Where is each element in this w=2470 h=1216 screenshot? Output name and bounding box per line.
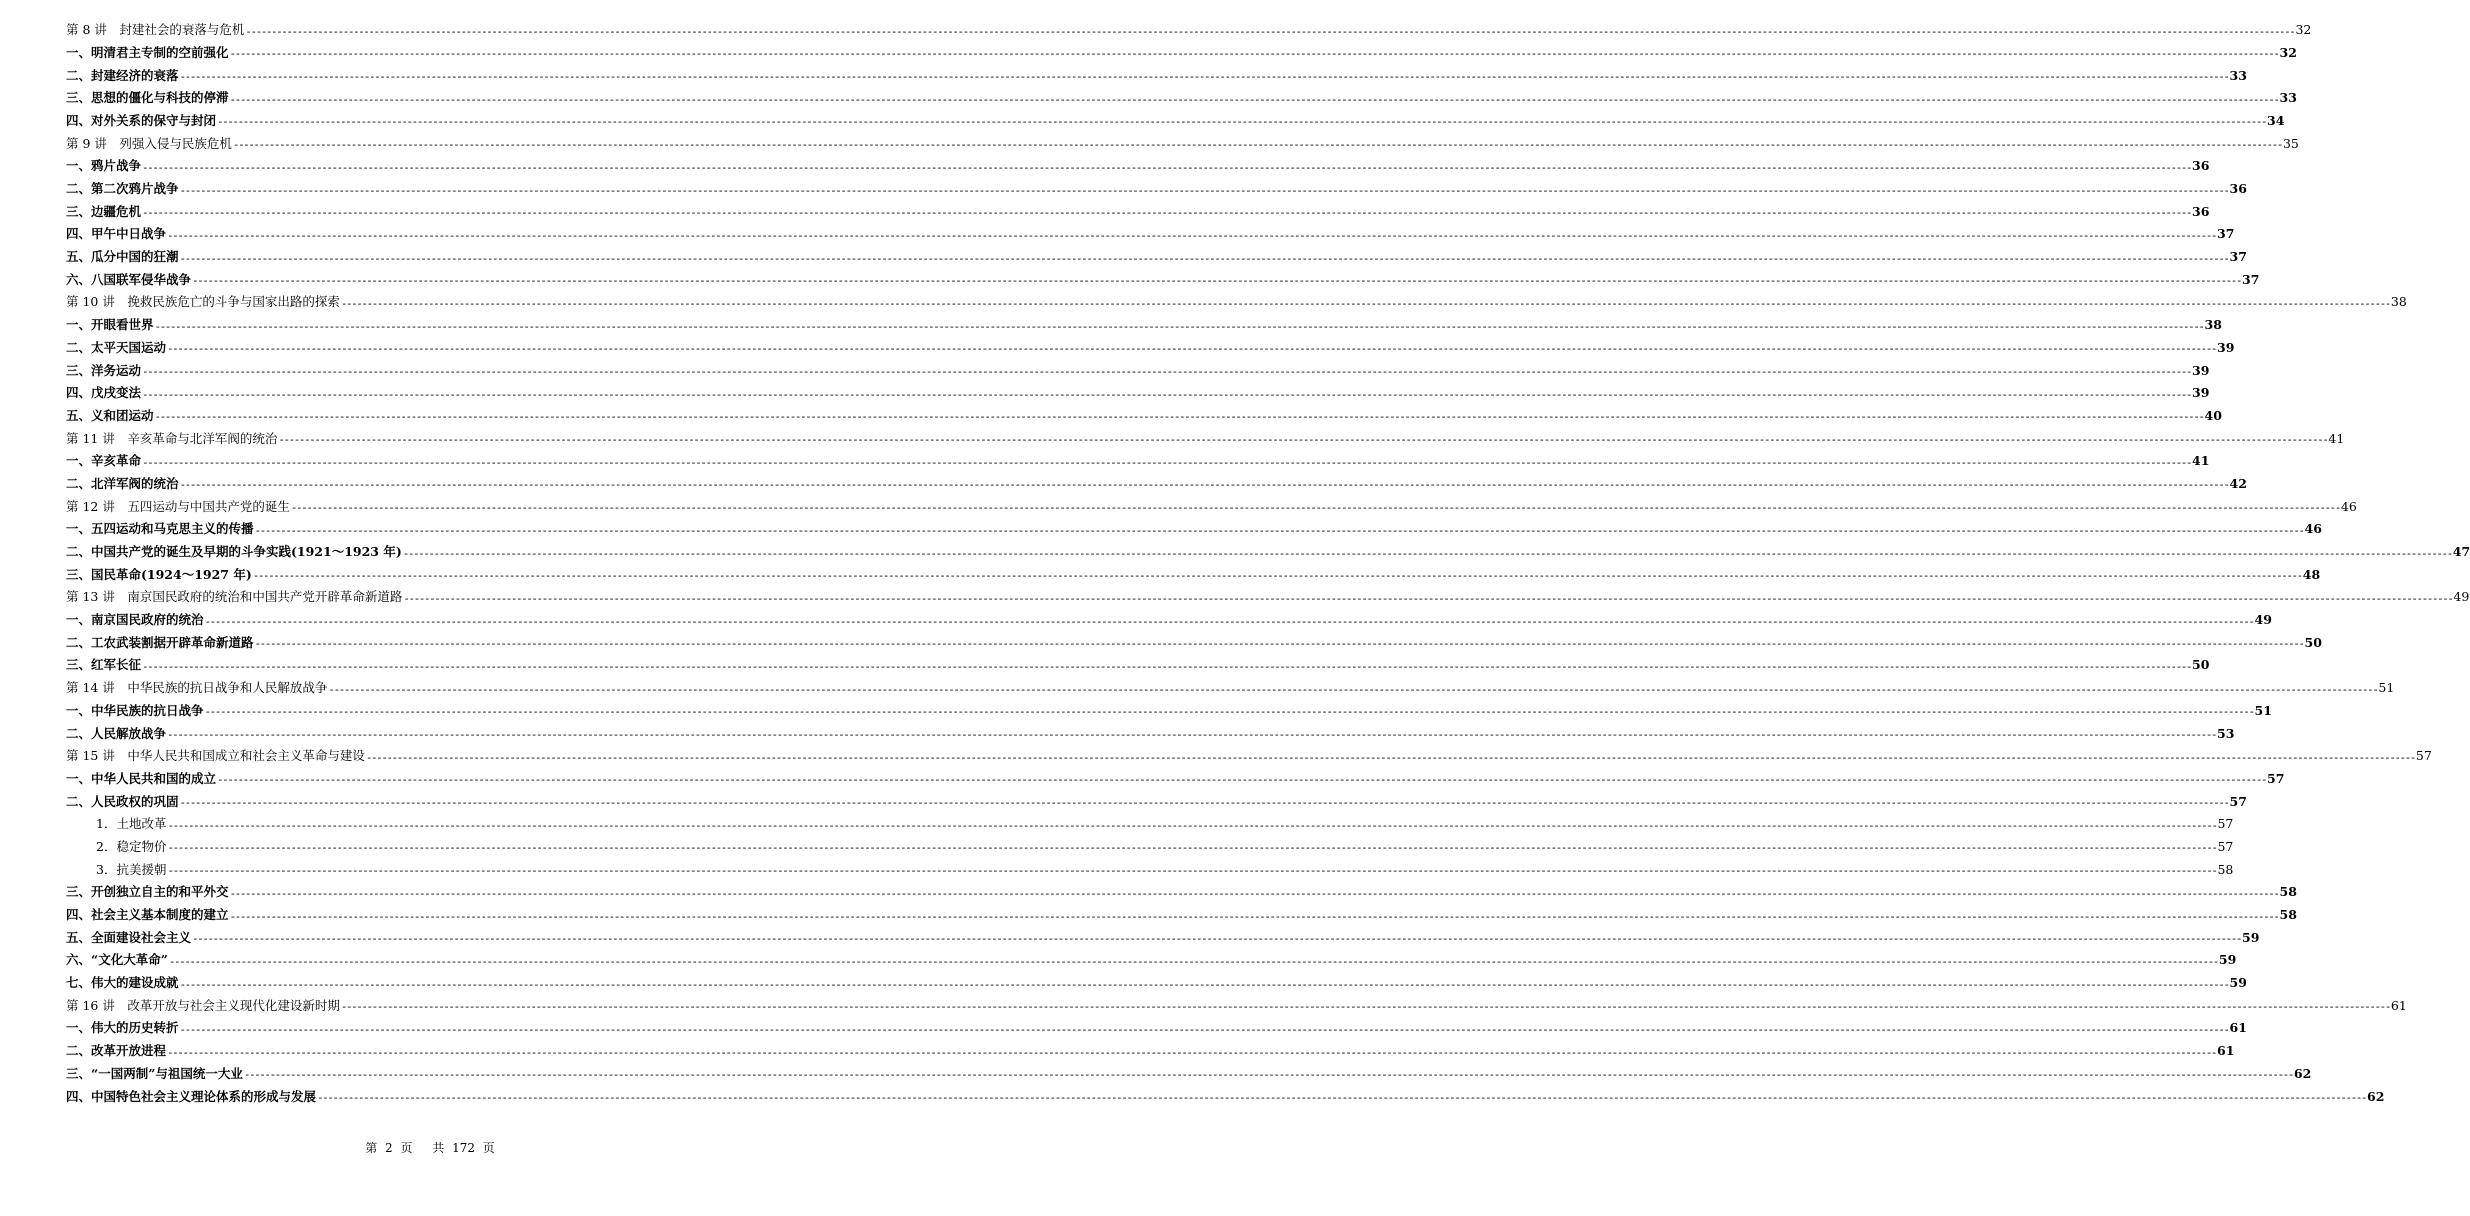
- toc-section-entry[interactable]: [66, 1058, 2312, 1082]
- toc-page-number: 51: [2378, 680, 2395, 696]
- toc-section-entry[interactable]: [66, 468, 2247, 492]
- toc-entry-title: 四、甲午中日战争: [66, 226, 167, 242]
- toc-chapter-entry[interactable]: [66, 990, 2407, 1014]
- toc-dot-leader: ----------------------------------------------------------------------------------------------------------------------------------------------------------------------------------------------------------------------------------------------------------------------------------------------------------------------------------------------------------------------------------------------------------------: [252, 569, 2302, 583]
- toc-dot-leader: ----------------------------------------------------------------------------------------------------------------------------------------------------------------------------------------------------------------------------------------------------------------------------------------------------------------------------------------------------------------------------------------------------------------: [217, 115, 2267, 129]
- toc-dot-leader: ----------------------------------------------------------------------------------------------------------------------------------------------------------------------------------------------------------------------------------------------------------------------------------------------------------------------------------------------------------------------------------------------------------------: [179, 478, 2229, 492]
- toc-page-number: 57: [2267, 770, 2285, 786]
- toc-page-number: 34: [2267, 112, 2285, 128]
- toc-section-entry[interactable]: [66, 604, 2272, 628]
- toc-page-number: 57: [2415, 748, 2432, 764]
- toc-page-number: 49: [2254, 612, 2272, 628]
- toc-section-entry[interactable]: [66, 173, 2247, 197]
- toc-section-entry[interactable]: [66, 536, 2470, 560]
- toc-section-entry[interactable]: [66, 899, 2297, 923]
- toc-dot-leader: ----------------------------------------------------------------------------------------------------------------------------------------------------------------------------------------------------------------------------------------------------------------------------------------------------------------------------------------------------------------------------------------------------------------: [167, 228, 2217, 242]
- toc-section-entry[interactable]: [66, 559, 2321, 583]
- toc-page-number: 59: [2242, 929, 2260, 945]
- toc-section-entry[interactable]: [66, 695, 2272, 719]
- toc-dot-leader: ----------------------------------------------------------------------------------------------------------------------------------------------------------------------------------------------------------------------------------------------------------------------------------------------------------------------------------------------------------------------------------------------------------------: [142, 160, 2192, 174]
- toc-section-entry[interactable]: [66, 59, 2247, 84]
- toc-entry-title: 六、“文化大革命”: [66, 952, 168, 968]
- toc-page-number: 47: [2452, 544, 2470, 559]
- toc-page-number: 36: [2229, 181, 2247, 196]
- toc-section-entry[interactable]: [66, 1035, 2235, 1059]
- toc-entry-title: 三、思想的僵化与科技的停滞: [66, 90, 229, 106]
- toc-section-entry[interactable]: [66, 354, 2210, 378]
- toc-entry-title: 五、瓜分中国的狂潮: [66, 249, 179, 265]
- toc-entry-title: 第 16 讲 改革开放与社会主义现代化建设新时期: [66, 997, 340, 1013]
- toc-entry-title: 六、八国联军侵华战争: [66, 271, 192, 287]
- toc-section-entry[interactable]: [66, 377, 2210, 401]
- toc-entry-title: 一、开眼看世界: [66, 317, 154, 333]
- toc-dot-leader: ----------------------------------------------------------------------------------------------------------------------------------------------------------------------------------------------------------------------------------------------------------------------------------------------------------------------------------------------------------------------------------------------------------------: [229, 92, 2279, 106]
- toc-section-entry[interactable]: [66, 196, 2210, 220]
- toc-dot-leader: ----------------------------------------------------------------------------------------------------------------------------------------------------------------------------------------------------------------------------------------------------------------------------------------------------------------------------------------------------------------------------------------------------------------: [229, 909, 2279, 923]
- toc-dot-leader: ----------------------------------------------------------------------------------------------------------------------------------------------------------------------------------------------------------------------------------------------------------------------------------------------------------------------------------------------------------------------------------------------------------------: [168, 954, 2218, 968]
- toc-dot-leader: ----------------------------------------------------------------------------------------------------------------------------------------------------------------------------------------------------------------------------------------------------------------------------------------------------------------------------------------------------------------------------------------------------------------: [179, 1022, 2229, 1036]
- toc-dot-leader: ----------------------------------------------------------------------------------------------------------------------------------------------------------------------------------------------------------------------------------------------------------------------------------------------------------------------------------------------------------------------------------------------------------------: [278, 433, 2328, 447]
- toc-page-number: 39: [2217, 339, 2235, 355]
- toc-chapter-entry[interactable]: [66, 422, 2345, 447]
- toc-page-number: 33: [2279, 90, 2297, 106]
- toc-page-number: 50: [2192, 657, 2210, 673]
- toc-dot-leader: ----------------------------------------------------------------------------------------------------------------------------------------------------------------------------------------------------------------------------------------------------------------------------------------------------------------------------------------------------------------------------------------------------------------: [167, 864, 2217, 878]
- toc-dot-leader: ----------------------------------------------------------------------------------------------------------------------------------------------------------------------------------------------------------------------------------------------------------------------------------------------------------------------------------------------------------------------------------------------------------------: [167, 728, 2217, 741]
- toc-dot-leader: ----------------------------------------------------------------------------------------------------------------------------------------------------------------------------------------------------------------------------------------------------------------------------------------------------------------------------------------------------------------------------------------------------------------: [142, 206, 2192, 220]
- toc-section-entry[interactable]: [66, 309, 2222, 333]
- toc-section-entry[interactable]: [66, 241, 2247, 265]
- toc-chapter-entry[interactable]: [66, 490, 2357, 515]
- toc-entry-title: 三、红军长征: [66, 657, 142, 673]
- toc-dot-leader: ----------------------------------------------------------------------------------------------------------------------------------------------------------------------------------------------------------------------------------------------------------------------------------------------------------------------------------------------------------------------------------------------------------------: [290, 501, 2340, 515]
- toc-dot-leader: ----------------------------------------------------------------------------------------------------------------------------------------------------------------------------------------------------------------------------------------------------------------------------------------------------------------------------------------------------------------------------------------------------------------: [229, 47, 2279, 61]
- toc-page-number: 46: [2304, 521, 2322, 537]
- toc-section-entry[interactable]: [66, 627, 2322, 651]
- toc-page-number: 59: [2229, 975, 2247, 991]
- toc-dot-leader: ----------------------------------------------------------------------------------------------------------------------------------------------------------------------------------------------------------------------------------------------------------------------------------------------------------------------------------------------------------------------------------------------------------------: [179, 70, 2229, 84]
- toc-page-number: 37: [2229, 249, 2247, 265]
- toc-entry-title: 一、中华人民共和国的成立: [66, 770, 217, 786]
- toc-page-number: 51: [2254, 702, 2272, 718]
- toc-dot-leader: ----------------------------------------------------------------------------------------------------------------------------------------------------------------------------------------------------------------------------------------------------------------------------------------------------------------------------------------------------------------------------------------------------------------: [204, 614, 2254, 628]
- toc-dot-leader: ----------------------------------------------------------------------------------------------------------------------------------------------------------------------------------------------------------------------------------------------------------------------------------------------------------------------------------------------------------------------------------------------------------------: [154, 410, 2204, 424]
- toc-page-number: 33: [2229, 67, 2247, 83]
- toc-page-number: 53: [2217, 725, 2235, 741]
- toc-page-number: 61: [2229, 1020, 2247, 1036]
- toc-section-entry[interactable]: [66, 1080, 2385, 1104]
- toc-dot-leader: ----------------------------------------------------------------------------------------------------------------------------------------------------------------------------------------------------------------------------------------------------------------------------------------------------------------------------------------------------------------------------------------------------------------: [167, 1045, 2217, 1059]
- toc-dot-leader: ----------------------------------------------------------------------------------------------------------------------------------------------------------------------------------------------------------------------------------------------------------------------------------------------------------------------------------------------------------------------------------------------------------------: [167, 818, 2217, 832]
- toc-dot-leader: ----------------------------------------------------------------------------------------------------------------------------------------------------------------------------------------------------------------------------------------------------------------------------------------------------------------------------------------------------------------------------------------------------------------: [142, 365, 2192, 378]
- page-footer: 第 2 页 共 172 页: [365, 1141, 495, 1155]
- toc-entry-title: 二、北洋军阀的统治: [66, 475, 179, 491]
- toc-page-number: 50: [2304, 634, 2322, 650]
- toc-dot-leader: ----------------------------------------------------------------------------------------------------------------------------------------------------------------------------------------------------------------------------------------------------------------------------------------------------------------------------------------------------------------------------------------------------------------: [142, 659, 2192, 673]
- toc-entry-title: 3．抗美援朝: [96, 861, 167, 877]
- toc-section-entry[interactable]: [66, 82, 2297, 106]
- toc-section-entry[interactable]: [66, 150, 2210, 174]
- toc-entry-title: 二、太平天国运动: [66, 339, 167, 355]
- toc-dot-leader: ----------------------------------------------------------------------------------------------------------------------------------------------------------------------------------------------------------------------------------------------------------------------------------------------------------------------------------------------------------------------------------------------------------------: [340, 296, 2390, 310]
- toc-page-number: 57: [2217, 838, 2234, 854]
- toc-dot-leader: ----------------------------------------------------------------------------------------------------------------------------------------------------------------------------------------------------------------------------------------------------------------------------------------------------------------------------------------------------------------------------------------------------------------: [217, 773, 2267, 787]
- toc-section-entry[interactable]: [66, 513, 2322, 537]
- toc-section-entry[interactable]: [66, 332, 2235, 356]
- toc-dot-leader: ----------------------------------------------------------------------------------------------------------------------------------------------------------------------------------------------------------------------------------------------------------------------------------------------------------------------------------------------------------------------------------------------------------------: [402, 546, 2452, 560]
- toc-page-number: 59: [2218, 952, 2237, 968]
- toc-entry-title: 四、社会主义基本制度的建立: [66, 907, 229, 922]
- toc-section-entry[interactable]: [66, 876, 2297, 900]
- toc-page-number: 40: [2204, 407, 2222, 423]
- toc-entry-title: 第 12 讲 五四运动与中国共产党的诞生: [66, 498, 290, 514]
- toc-entry-title: 一、中华民族的抗日战争: [66, 702, 204, 718]
- toc-entry-title: 一、南京国民政府的统治: [66, 612, 204, 628]
- toc-chapter-entry[interactable]: [66, 740, 2432, 764]
- toc-entry-title: 一、鸦片战争: [66, 158, 142, 174]
- toc-page-number: 41: [2192, 453, 2210, 469]
- toc-entry-title: 一、五四运动和马克思主义的传播: [66, 521, 254, 537]
- toc-entry-title: 二、第二次鸦片战争: [66, 181, 179, 196]
- toc-entry-title: 三、开创独立自主的和平外交: [66, 884, 229, 900]
- toc-entry-title: 二、工农武装割据开辟革命新道路: [66, 634, 254, 650]
- toc-entry-title: 五、义和团运动: [66, 407, 154, 423]
- toc-section-entry[interactable]: [66, 400, 2222, 424]
- toc-entry-title: 第 13 讲 南京国民政府的统治和中国共产党开辟革命新道路: [66, 589, 403, 605]
- toc-section-entry[interactable]: [66, 1012, 2247, 1036]
- toc-section-entry[interactable]: [66, 37, 2297, 61]
- toc-section-entry[interactable]: [66, 264, 2260, 288]
- toc-dot-leader: ----------------------------------------------------------------------------------------------------------------------------------------------------------------------------------------------------------------------------------------------------------------------------------------------------------------------------------------------------------------------------------------------------------------: [243, 1068, 2293, 1082]
- toc-entry-title: 四、对外关系的保守与封闭: [66, 112, 217, 128]
- toc-page-number: 46: [2340, 498, 2357, 514]
- toc-page-number: 41: [2328, 430, 2345, 446]
- toc-subsection-entry[interactable]: [66, 831, 2234, 855]
- toc-section-entry[interactable]: [66, 785, 2247, 810]
- toc-page-number: 57: [2229, 793, 2247, 809]
- toc-dot-leader: ----------------------------------------------------------------------------------------------------------------------------------------------------------------------------------------------------------------------------------------------------------------------------------------------------------------------------------------------------------------------------------------------------------------: [317, 1091, 2367, 1104]
- toc-page-number: 35: [2282, 135, 2299, 151]
- toc-entry-title: 第 9 讲 列强入侵与民族危机: [66, 135, 232, 151]
- toc-dot-leader: ----------------------------------------------------------------------------------------------------------------------------------------------------------------------------------------------------------------------------------------------------------------------------------------------------------------------------------------------------------------------------------------------------------------: [179, 251, 2229, 265]
- toc-entry-title: 四、中国特色社会主义理论体系的形成与发展: [66, 1088, 317, 1104]
- toc-page-number: 42: [2229, 475, 2247, 491]
- toc-section-entry[interactable]: [66, 717, 2235, 741]
- toc-entry-title: 第 15 讲 中华人民共和国成立和社会主义革命与建设: [66, 748, 365, 764]
- toc-page-number: 58: [2217, 861, 2234, 877]
- toc-section-entry[interactable]: [66, 967, 2247, 991]
- toc-dot-leader: ----------------------------------------------------------------------------------------------------------------------------------------------------------------------------------------------------------------------------------------------------------------------------------------------------------------------------------------------------------------------------------------------------------------: [254, 523, 2304, 537]
- toc-entry-title: 五、全面建设社会主义: [66, 929, 192, 945]
- toc-section-entry[interactable]: [66, 763, 2285, 787]
- toc-page-number: 58: [2279, 884, 2297, 900]
- toc-page-number: 61: [2390, 997, 2407, 1013]
- toc-dot-leader: ----------------------------------------------------------------------------------------------------------------------------------------------------------------------------------------------------------------------------------------------------------------------------------------------------------------------------------------------------------------------------------------------------------------: [245, 24, 2295, 38]
- toc-entry-title: 二、封建经济的衰落: [66, 67, 179, 83]
- toc-page-number: 57: [2217, 816, 2234, 832]
- toc-page-number: 36: [2192, 158, 2210, 174]
- toc-entry-title: 2．稳定物价: [96, 838, 167, 854]
- toc-page-number: 58: [2279, 907, 2297, 922]
- toc-dot-leader: ----------------------------------------------------------------------------------------------------------------------------------------------------------------------------------------------------------------------------------------------------------------------------------------------------------------------------------------------------------------------------------------------------------------: [167, 342, 2217, 356]
- toc-dot-leader: ----------------------------------------------------------------------------------------------------------------------------------------------------------------------------------------------------------------------------------------------------------------------------------------------------------------------------------------------------------------------------------------------------------------: [254, 637, 2304, 651]
- toc-section-entry[interactable]: [66, 105, 2285, 129]
- toc-chapter-entry[interactable]: [66, 14, 2312, 38]
- toc-page-number: 37: [2242, 271, 2260, 287]
- toc-page-number: 39: [2192, 385, 2210, 401]
- toc-entry-title: 七、伟大的建设成就: [66, 975, 179, 991]
- toc-dot-leader: ----------------------------------------------------------------------------------------------------------------------------------------------------------------------------------------------------------------------------------------------------------------------------------------------------------------------------------------------------------------------------------------------------------------: [179, 183, 2229, 197]
- toc-entry-title: 四、戊戌变法: [66, 385, 142, 401]
- toc-entry-title: 二、人民解放战争: [66, 725, 167, 741]
- toc-entry-title: 二、人民政权的巩固: [66, 793, 179, 809]
- toc-subsection-entry[interactable]: [66, 853, 2234, 878]
- toc-section-entry[interactable]: [66, 649, 2210, 673]
- toc-dot-leader: ----------------------------------------------------------------------------------------------------------------------------------------------------------------------------------------------------------------------------------------------------------------------------------------------------------------------------------------------------------------------------------------------------------------: [365, 750, 2415, 764]
- toc-entry-title: 二、中国共产党的诞生及早期的斗争实践(1921～1923 年): [66, 544, 402, 559]
- table-of-contents: [66, 14, 2470, 1104]
- toc-page-number: 32: [2295, 22, 2312, 38]
- toc-entry-title: 第 11 讲 辛亥革命与北洋军阀的统治: [66, 430, 278, 446]
- toc-page-number: 39: [2192, 362, 2210, 378]
- toc-dot-leader: ----------------------------------------------------------------------------------------------------------------------------------------------------------------------------------------------------------------------------------------------------------------------------------------------------------------------------------------------------------------------------------------------------------------: [142, 387, 2192, 401]
- toc-page-number: 37: [2217, 226, 2235, 242]
- toc-chapter-entry[interactable]: [66, 286, 2407, 310]
- toc-page-number: 61: [2217, 1043, 2235, 1059]
- toc-dot-leader: ----------------------------------------------------------------------------------------------------------------------------------------------------------------------------------------------------------------------------------------------------------------------------------------------------------------------------------------------------------------------------------------------------------------: [328, 682, 2378, 696]
- toc-entry-title: 第 14 讲 中华民族的抗日战争和人民解放战争: [66, 680, 328, 696]
- toc-page-number: 48: [2302, 566, 2321, 582]
- toc-dot-leader: ----------------------------------------------------------------------------------------------------------------------------------------------------------------------------------------------------------------------------------------------------------------------------------------------------------------------------------------------------------------------------------------------------------------: [142, 455, 2192, 469]
- toc-page-number: 36: [2192, 203, 2210, 219]
- toc-section-entry[interactable]: [66, 218, 2235, 242]
- toc-entry-title: 第 8 讲 封建社会的衰落与危机: [66, 22, 245, 38]
- toc-entry-title: 一、明清君主专制的空前强化: [66, 44, 229, 60]
- toc-dot-leader: ----------------------------------------------------------------------------------------------------------------------------------------------------------------------------------------------------------------------------------------------------------------------------------------------------------------------------------------------------------------------------------------------------------------: [229, 886, 2279, 900]
- toc-section-entry[interactable]: [66, 944, 2237, 968]
- toc-entry-title: 二、改革开放进程: [66, 1043, 167, 1059]
- toc-chapter-entry[interactable]: [66, 127, 2299, 152]
- toc-dot-leader: ----------------------------------------------------------------------------------------------------------------------------------------------------------------------------------------------------------------------------------------------------------------------------------------------------------------------------------------------------------------------------------------------------------------: [192, 932, 2242, 946]
- toc-chapter-entry[interactable]: [66, 581, 2470, 605]
- toc-page-number: 49: [2453, 589, 2470, 605]
- toc-dot-leader: ----------------------------------------------------------------------------------------------------------------------------------------------------------------------------------------------------------------------------------------------------------------------------------------------------------------------------------------------------------------------------------------------------------------: [179, 977, 2229, 991]
- toc-page-number: 38: [2390, 294, 2407, 310]
- toc-entry-title: 一、辛亥革命: [66, 453, 142, 469]
- toc-entry-title: 三、边疆危机: [66, 203, 142, 219]
- toc-entry-title: 一、伟大的历史转折: [66, 1020, 179, 1036]
- toc-section-entry[interactable]: [66, 445, 2210, 469]
- toc-entry-title: 第 10 讲 挽救民族危亡的斗争与国家出路的探索: [66, 294, 340, 310]
- toc-dot-leader: ----------------------------------------------------------------------------------------------------------------------------------------------------------------------------------------------------------------------------------------------------------------------------------------------------------------------------------------------------------------------------------------------------------------: [204, 705, 2254, 719]
- toc-entry-title: 三、洋务运动: [66, 362, 142, 378]
- toc-page-number: 38: [2204, 317, 2222, 333]
- toc-page-number: 62: [2293, 1065, 2312, 1081]
- toc-page-number: 62: [2367, 1088, 2385, 1104]
- toc-dot-leader: ----------------------------------------------------------------------------------------------------------------------------------------------------------------------------------------------------------------------------------------------------------------------------------------------------------------------------------------------------------------------------------------------------------------: [179, 796, 2229, 810]
- toc-page-number: 32: [2279, 44, 2297, 60]
- toc-dot-leader: ----------------------------------------------------------------------------------------------------------------------------------------------------------------------------------------------------------------------------------------------------------------------------------------------------------------------------------------------------------------------------------------------------------------: [403, 591, 2453, 605]
- toc-dot-leader: ----------------------------------------------------------------------------------------------------------------------------------------------------------------------------------------------------------------------------------------------------------------------------------------------------------------------------------------------------------------------------------------------------------------: [167, 841, 2217, 855]
- toc-dot-leader: ----------------------------------------------------------------------------------------------------------------------------------------------------------------------------------------------------------------------------------------------------------------------------------------------------------------------------------------------------------------------------------------------------------------: [154, 319, 2204, 333]
- toc-section-entry[interactable]: [66, 922, 2260, 946]
- toc-entry-title: 三、国民革命(1924～1927 年): [66, 566, 252, 582]
- toc-dot-leader: ----------------------------------------------------------------------------------------------------------------------------------------------------------------------------------------------------------------------------------------------------------------------------------------------------------------------------------------------------------------------------------------------------------------: [192, 274, 2242, 288]
- toc-subsection-entry[interactable]: [66, 808, 2234, 832]
- toc-entry-title: 三、“一国两制”与祖国统一大业: [66, 1065, 243, 1081]
- toc-dot-leader: ----------------------------------------------------------------------------------------------------------------------------------------------------------------------------------------------------------------------------------------------------------------------------------------------------------------------------------------------------------------------------------------------------------------: [232, 138, 2282, 152]
- toc-chapter-entry[interactable]: [66, 672, 2395, 696]
- toc-dot-leader: ----------------------------------------------------------------------------------------------------------------------------------------------------------------------------------------------------------------------------------------------------------------------------------------------------------------------------------------------------------------------------------------------------------------: [340, 1000, 2390, 1014]
- toc-entry-title: 1．土地改革: [96, 816, 167, 832]
